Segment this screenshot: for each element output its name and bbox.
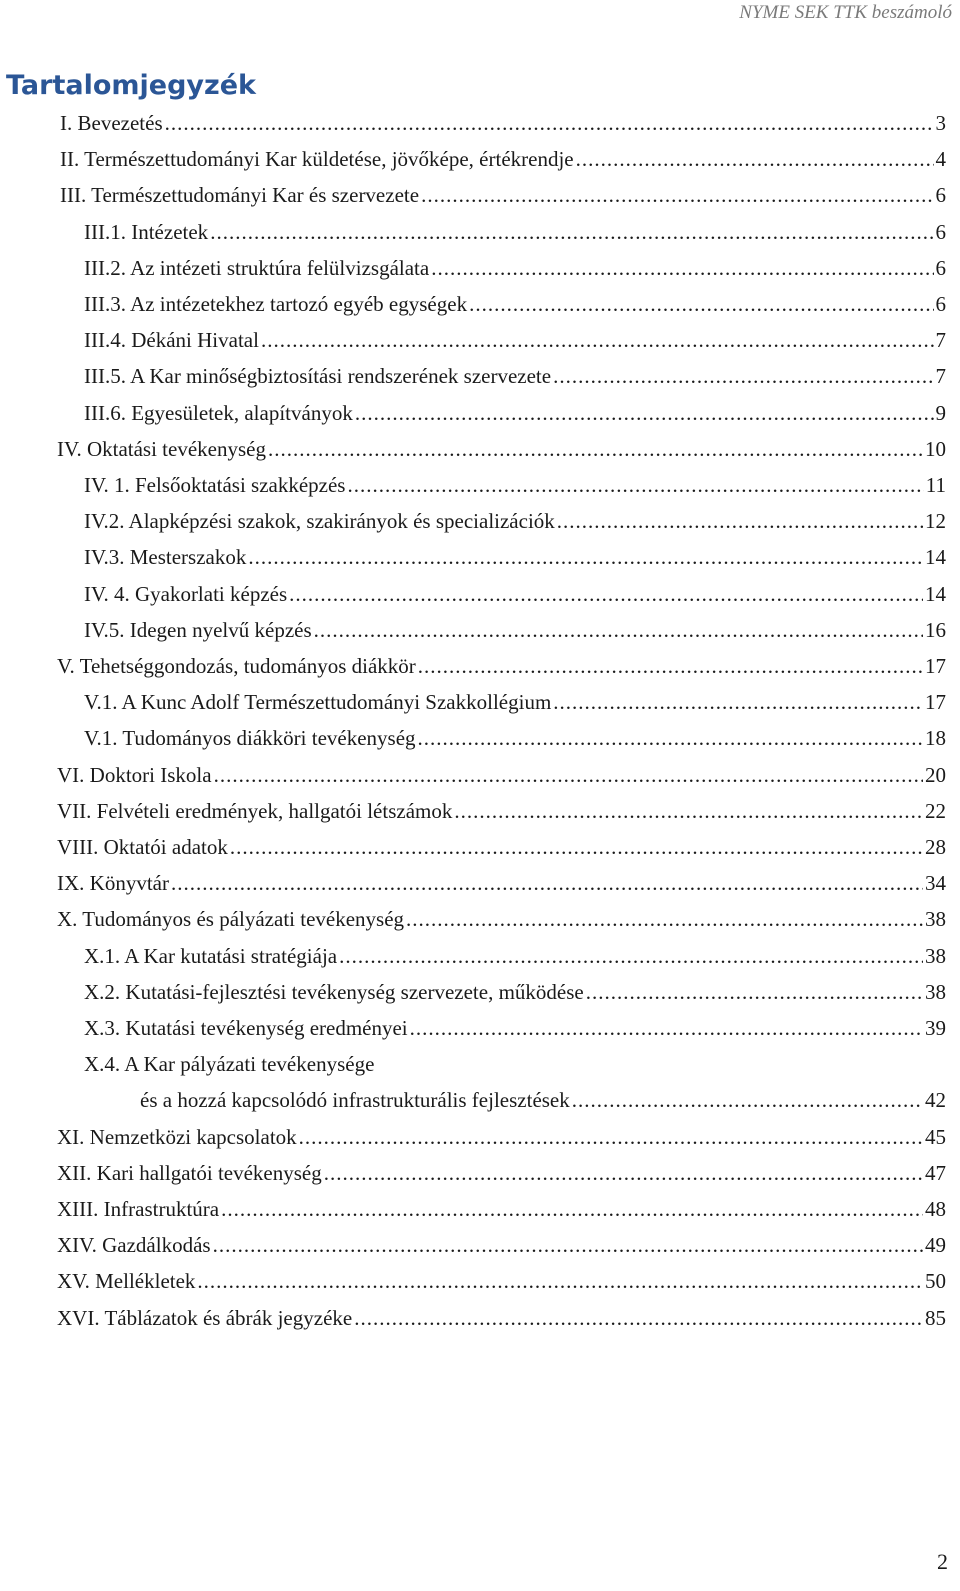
toc-entry-page: 11	[925, 473, 946, 497]
toc-entry-page: 85	[925, 1306, 946, 1330]
toc-entry[interactable]	[84, 1016, 946, 1044]
toc-entry[interactable]	[84, 1052, 946, 1080]
toc-entry-label: V.1. Tudományos diákköri tevékenység	[84, 726, 416, 750]
toc-entry-label: I. Bevezetés	[60, 111, 163, 135]
toc-entry[interactable]	[84, 980, 946, 1008]
toc-entry-label: X.3. Kutatási tevékenység eredményei	[84, 1016, 408, 1040]
toc-entry-label: IV.3. Mesterszakok	[84, 545, 247, 569]
toc-leader-dots	[576, 147, 934, 172]
toc-entry-label: V. Tehetséggondozás, tudományos diákkör	[57, 654, 416, 678]
toc-title: Tartalomjegyzék	[6, 70, 257, 101]
toc-entry-page: 16	[925, 618, 946, 642]
toc-leader-dots	[557, 509, 923, 534]
toc-entry[interactable]	[57, 1197, 946, 1225]
toc-entry[interactable]	[57, 1233, 946, 1261]
toc-entry[interactable]	[84, 690, 946, 718]
toc-entry[interactable]	[84, 545, 946, 573]
toc-entry[interactable]	[84, 582, 946, 610]
toc-leader-dots	[230, 835, 923, 860]
toc-entry-label: X.1. A Kar kutatási stratégiája	[84, 944, 338, 968]
toc-entry-label: X. Tudományos és pályázati tevékenység	[57, 907, 405, 931]
toc-entry-label: VII. Felvételi eredmények, hallgatói létszámok	[57, 799, 453, 823]
toc-leader-dots	[406, 907, 923, 932]
toc-entry-page: 14	[925, 545, 946, 569]
toc-entry-page: 28	[925, 835, 946, 859]
toc-entry[interactable]	[60, 111, 946, 139]
toc-entry-label: XI. Nemzetközi kapcsolatok	[57, 1125, 297, 1149]
toc-entry-page: 48	[925, 1197, 946, 1221]
toc-entry-label: IV.5. Idegen nyelvű képzés	[84, 618, 312, 642]
toc-entry-page: 45	[925, 1125, 946, 1149]
toc-entry-label: XVI. Táblázatok és ábrák jegyzéke	[57, 1306, 353, 1330]
toc-entry-label: VI. Doktori Iskola	[57, 763, 212, 787]
toc-entry[interactable]	[60, 147, 946, 175]
toc-entry[interactable]	[57, 835, 946, 863]
toc-entry-page: 9	[935, 401, 946, 425]
toc-entry-label: III.2. Az intézeti struktúra felülvizsgálata	[84, 256, 430, 280]
toc-leader-dots	[469, 292, 933, 317]
toc-entry-page: 34	[925, 871, 946, 895]
toc-entry-page: 47	[925, 1161, 946, 1185]
toc-entry-page: 50	[925, 1269, 946, 1293]
toc-leader-dots	[197, 1269, 923, 1294]
toc-entry-label: és a hozzá kapcsolódó infrastrukturális fejlesztések	[140, 1088, 570, 1112]
toc-leader-dots	[210, 220, 933, 245]
toc-leader-dots	[289, 582, 923, 607]
toc-entry-label: IV.2. Alapképzési szakok, szakirányok és specializációk	[84, 509, 555, 533]
toc-entry[interactable]	[84, 364, 946, 392]
toc-entry-page: 49	[925, 1233, 946, 1257]
toc-entry-page: 38	[925, 907, 946, 931]
toc-leader-dots	[299, 1125, 923, 1150]
toc-entry-label: IX. Könyvtár	[57, 871, 169, 895]
toc-leader-dots	[553, 364, 933, 389]
toc-entry[interactable]	[140, 1088, 946, 1116]
toc-entry-page: 38	[925, 980, 946, 1004]
toc-entry-page: 12	[925, 509, 946, 533]
toc-entry[interactable]	[84, 509, 946, 537]
toc-entry-page: 6	[935, 256, 946, 280]
toc-entry[interactable]	[84, 944, 946, 972]
toc-entry-label: III. Természettudományi Kar és szervezete	[60, 183, 420, 207]
toc-leader-dots	[454, 799, 923, 824]
toc-entry-page: 6	[935, 183, 946, 207]
toc-leader-dots	[213, 1233, 923, 1258]
toc-entry[interactable]	[57, 1125, 946, 1153]
toc-entry[interactable]	[57, 871, 946, 899]
toc-entry[interactable]	[84, 328, 946, 356]
toc-entry-label: III.1. Intézetek	[84, 220, 209, 244]
toc-leader-dots	[421, 183, 933, 208]
toc-entry-label: IV. 1. Felsőoktatási szakképzés	[84, 473, 346, 497]
toc-entry-label: V.1. A Kunc Adolf Természettudományi Szakkollégium	[84, 690, 552, 714]
toc-leader-dots	[165, 111, 934, 136]
toc-entry[interactable]	[60, 183, 946, 211]
toc-entry-page: 3	[935, 111, 946, 135]
toc-entry-page: 17	[925, 690, 946, 714]
toc-entry-page: 7	[935, 328, 946, 352]
toc-entry-label: II. Természettudományi Kar küldetése, jövőképe, értékrendje	[60, 147, 574, 171]
toc-leader-dots	[248, 545, 923, 570]
toc-entry[interactable]	[57, 437, 946, 465]
toc-leader-dots	[418, 654, 923, 679]
toc-entry[interactable]	[84, 618, 946, 646]
toc-leader-dots	[586, 980, 923, 1005]
toc-leader-dots	[410, 1016, 923, 1041]
toc-leader-dots	[214, 763, 923, 788]
toc-leader-dots	[314, 618, 923, 643]
toc-entry-label: IV. 4. Gyakorlati képzés	[84, 582, 288, 606]
toc-entry[interactable]	[84, 256, 946, 284]
toc-leader-dots	[355, 401, 934, 426]
toc-entry-page: 7	[935, 364, 946, 388]
toc-entry-page: 10	[925, 437, 946, 461]
toc-entry-label: X.2. Kutatási-fejlesztési tevékenység szervezete, működése	[84, 980, 584, 1004]
toc-leader-dots	[347, 473, 923, 498]
toc-entry-label: XIV. Gazdálkodás	[57, 1233, 211, 1257]
toc-entry[interactable]	[57, 799, 946, 827]
toc-entry-label: IV. Oktatási tevékenység	[57, 437, 266, 461]
toc-entry-page: 18	[925, 726, 946, 750]
page-number: 2	[937, 1549, 948, 1574]
toc-entry-label: III.3. Az intézetekhez tartozó egyéb egységek	[84, 292, 468, 316]
toc-entry[interactable]	[57, 1306, 946, 1334]
toc-leader-dots	[268, 437, 923, 462]
toc-entry-label: X.4. A Kar pályázati tevékenysége	[84, 1052, 375, 1076]
toc-entry-label: III.6. Egyesületek, alapítványok	[84, 401, 353, 425]
toc-leader-dots	[339, 944, 923, 969]
toc-entry-page: 38	[925, 944, 946, 968]
toc-entry[interactable]	[84, 726, 946, 754]
toc-entry[interactable]	[84, 401, 946, 429]
toc-entry[interactable]	[84, 292, 946, 320]
toc-entry-label: VIII. Oktatói adatok	[57, 835, 228, 859]
toc-entry-page: 20	[925, 763, 946, 787]
toc-leader-dots	[221, 1197, 923, 1222]
toc-entry-label: XII. Kari hallgatói tevékenység	[57, 1161, 322, 1185]
toc-entry-label: XIII. Infrastruktúra	[57, 1197, 220, 1221]
toc-entry-page: 4	[935, 147, 946, 171]
running-header: NYME SEK TTK beszámoló	[739, 2, 952, 23]
toc-leader-dots	[261, 328, 934, 353]
toc-leader-dots	[354, 1306, 923, 1331]
toc-entry-page: 42	[925, 1088, 946, 1112]
toc-entry-label: XV. Mellékletek	[57, 1269, 196, 1293]
toc-entry-page: 6	[935, 292, 946, 316]
toc-entry[interactable]	[57, 763, 946, 791]
toc-entry[interactable]	[57, 1269, 946, 1297]
toc-leader-dots	[553, 690, 923, 715]
toc-entry-page: 22	[925, 799, 946, 823]
toc-entry-page: 39	[925, 1016, 946, 1040]
toc-entry[interactable]	[57, 907, 946, 935]
toc-entry-label: III.4. Dékáni Hivatal	[84, 328, 259, 352]
toc-leader-dots	[572, 1088, 923, 1113]
toc-leader-dots	[431, 256, 933, 281]
toc-entry[interactable]	[57, 1161, 946, 1189]
toc-entry[interactable]	[84, 220, 946, 248]
toc-leader-dots	[324, 1161, 923, 1186]
toc-entry[interactable]	[84, 473, 946, 501]
toc-entry-page: 17	[925, 654, 946, 678]
toc-entry-page: 14	[925, 582, 946, 606]
toc-entry-page: 6	[935, 220, 946, 244]
toc-leader-dots	[171, 871, 923, 896]
toc-leader-dots	[418, 726, 923, 751]
toc-entry[interactable]	[57, 654, 946, 682]
toc-entry-label: III.5. A Kar minőségbiztosítási rendszerének szervezete	[84, 364, 552, 388]
